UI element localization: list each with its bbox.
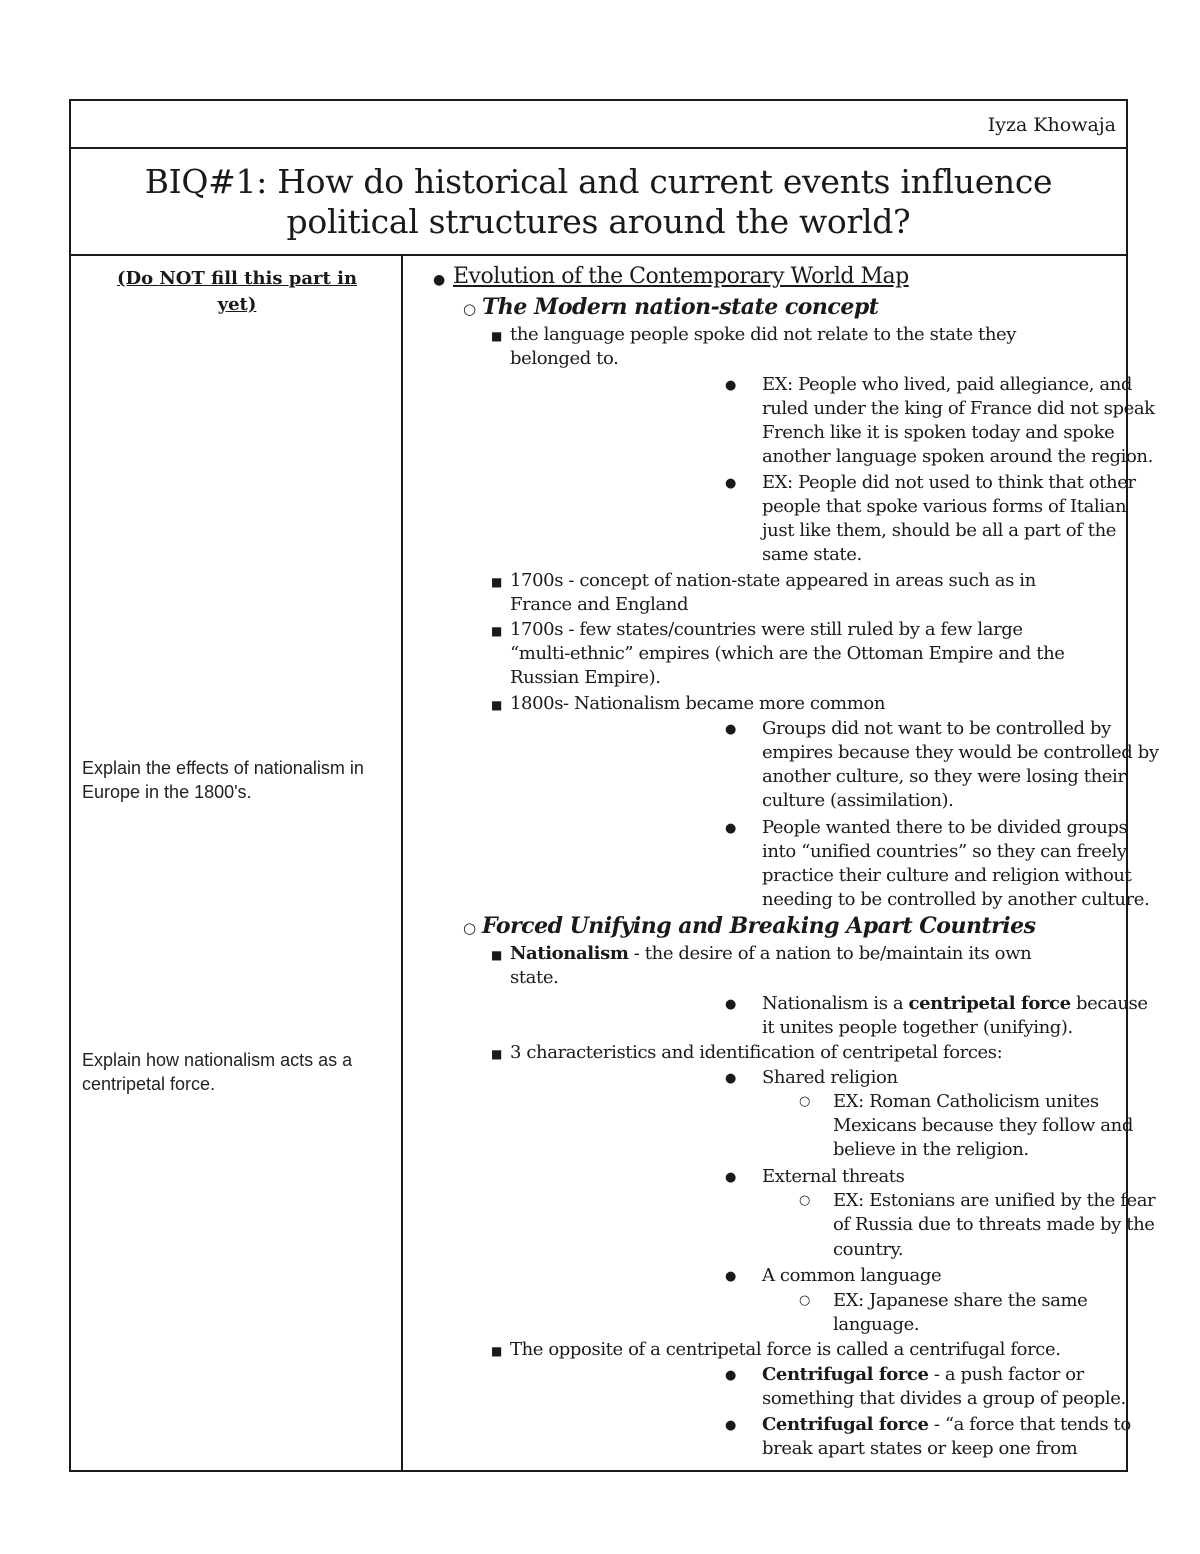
left-column bbox=[71, 256, 401, 1472]
filled-circle-bullet-icon: ● bbox=[433, 272, 446, 288]
term-centrifugal-force: Centrifugal force bbox=[762, 1414, 929, 1435]
dot-bullet-icon: ● bbox=[725, 722, 737, 737]
dot-bullet-icon: ● bbox=[725, 1269, 737, 1284]
note-line: empires because they would be controlled by bbox=[762, 742, 1159, 763]
note-line bbox=[762, 1363, 1084, 1387]
dot-bullet-icon: ● bbox=[725, 1368, 737, 1383]
dot-bullet-icon: ● bbox=[725, 1170, 737, 1185]
note-line: External threats bbox=[762, 1166, 905, 1187]
note-line: needing to be controlled by another culture. bbox=[762, 889, 1150, 910]
subheading-modern-nation-state: The Modern nation-state concept bbox=[482, 294, 879, 320]
note-line bbox=[510, 942, 1031, 966]
note-line: practice their culture and religion without bbox=[762, 865, 1132, 886]
name-row bbox=[71, 101, 1126, 149]
note-line: EX: People who lived, paid allegiance, and bbox=[762, 374, 1133, 395]
dot-bullet-icon: ● bbox=[725, 997, 737, 1012]
note-line: of Russia due to threats made by the bbox=[833, 1214, 1155, 1235]
note-line: 1700s - concept of nation-state appeared in areas such as in bbox=[510, 570, 1036, 591]
note-line: EX: Estonians are unified by the fear bbox=[833, 1190, 1156, 1211]
note-line: 1700s - few states/countries were still ruled by a few large bbox=[510, 619, 1023, 640]
left-instruction: (Do NOT fill this part in yet) bbox=[116, 268, 358, 315]
note-line: Mexicans because they follow and bbox=[833, 1115, 1133, 1136]
square-bullet-icon: ■ bbox=[491, 1344, 503, 1358]
note-line: state. bbox=[510, 967, 559, 988]
note-line: it unites people together (unifying). bbox=[762, 1017, 1073, 1038]
small-hollow-circle-bullet-icon: ○ bbox=[799, 1094, 811, 1109]
note-line: EX: Roman Catholicism unites bbox=[833, 1091, 1099, 1112]
text: because bbox=[1070, 993, 1148, 1014]
term-nationalism: Nationalism bbox=[510, 943, 629, 964]
note-line: French like it is spoken today and spoke bbox=[762, 422, 1115, 443]
note-line: Shared religion bbox=[762, 1067, 898, 1088]
note-line: another culture, so they were losing their bbox=[762, 766, 1126, 787]
author-name: Iyza Khowaja bbox=[987, 114, 1116, 136]
subheading-forced-unifying: Forced Unifying and Breaking Apart Countries bbox=[482, 913, 1036, 939]
note-line bbox=[762, 992, 1148, 1016]
note-line: believe in the religion. bbox=[833, 1139, 1029, 1160]
dot-bullet-icon: ● bbox=[725, 378, 737, 393]
note-line: same state. bbox=[762, 544, 862, 565]
square-bullet-icon: ■ bbox=[491, 1047, 503, 1061]
note-line: EX: People did not used to think that other bbox=[762, 472, 1136, 493]
note-line: culture (assimilation). bbox=[762, 790, 954, 811]
small-hollow-circle-bullet-icon: ○ bbox=[799, 1293, 811, 1308]
question-nationalism-effects: Explain the effects of nationalism in Europe in the 1800's. bbox=[82, 758, 364, 802]
note-line: another language spoken around the region. bbox=[762, 446, 1153, 467]
dot-bullet-icon: ● bbox=[725, 821, 737, 836]
note-line: “multi-ethnic” empires (which are the Ottoman Empire and the bbox=[510, 643, 1065, 664]
note-line: belonged to. bbox=[510, 348, 619, 369]
question-centripetal-force: Explain how nationalism acts as a centripetal force. bbox=[82, 1050, 353, 1094]
page-title: BIQ#1: How do historical and current events influence political structures around the world? bbox=[144, 161, 1053, 241]
note-line: country. bbox=[833, 1239, 904, 1260]
note-line: People wanted there to be divided groups bbox=[762, 817, 1128, 838]
text: - a push factor or bbox=[928, 1364, 1084, 1385]
note-line: EX: Japanese share the same bbox=[833, 1290, 1088, 1311]
dot-bullet-icon: ● bbox=[725, 476, 737, 491]
hollow-circle-bullet-icon: ○ bbox=[463, 300, 477, 318]
small-hollow-circle-bullet-icon: ○ bbox=[799, 1193, 811, 1208]
square-bullet-icon: ■ bbox=[491, 575, 503, 589]
note-line: A common language bbox=[762, 1265, 942, 1286]
note-line: 3 characteristics and identification of centripetal forces: bbox=[510, 1042, 1003, 1063]
note-line: France and England bbox=[510, 594, 689, 615]
square-bullet-icon: ■ bbox=[491, 698, 503, 712]
note-line: people that spoke various forms of Italian bbox=[762, 496, 1127, 517]
note-line: break apart states or keep one from bbox=[762, 1438, 1078, 1459]
definition-text: - the desire of a nation to be/maintain its own bbox=[628, 943, 1032, 964]
note-line: language. bbox=[833, 1314, 920, 1335]
text: Nationalism is a bbox=[762, 993, 909, 1014]
note-line: into “unified countries” so they can freely bbox=[762, 841, 1127, 862]
note-line: The opposite of a centripetal force is called a centrifugal force. bbox=[510, 1339, 1061, 1360]
note-line bbox=[762, 1413, 1131, 1437]
note-line: just like them, should be all a part of the bbox=[762, 520, 1117, 541]
note-line: ruled under the king of France did not speak bbox=[762, 398, 1155, 419]
note-line: the language people spoke did not relate to the state they bbox=[510, 324, 1017, 345]
hollow-circle-bullet-icon: ○ bbox=[463, 919, 477, 937]
note-line: Russian Empire). bbox=[510, 667, 661, 688]
title-row bbox=[71, 149, 1126, 256]
dot-bullet-icon: ● bbox=[725, 1418, 737, 1433]
square-bullet-icon: ■ bbox=[491, 329, 503, 343]
term-centrifugal-force: Centrifugal force bbox=[762, 1364, 929, 1385]
square-bullet-icon: ■ bbox=[491, 948, 503, 962]
dot-bullet-icon: ● bbox=[725, 1071, 737, 1086]
text: - “a force that tends to bbox=[928, 1414, 1131, 1435]
right-column-notes bbox=[403, 256, 1159, 1472]
note-line: something that divides a group of people. bbox=[762, 1388, 1126, 1409]
term-centripetal-force: centripetal force bbox=[908, 993, 1071, 1014]
note-line: Groups did not want to be controlled by bbox=[762, 718, 1111, 739]
note-line: 1800s- Nationalism became more common bbox=[510, 693, 886, 714]
notes-table bbox=[69, 99, 1159, 1472]
square-bullet-icon: ■ bbox=[491, 624, 503, 638]
heading-evolution: Evolution of the Contemporary World Map bbox=[453, 264, 909, 289]
